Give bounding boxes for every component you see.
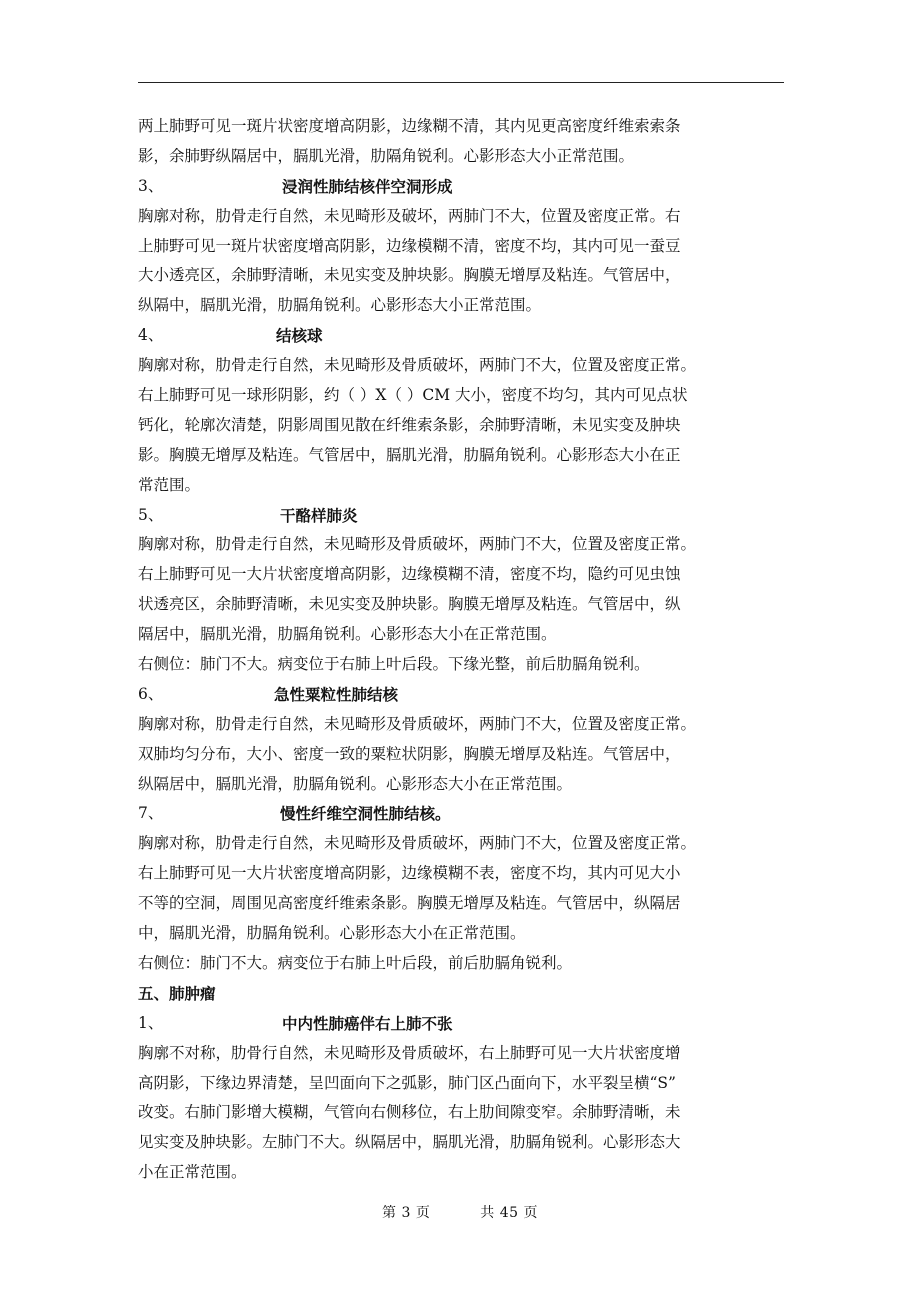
section-heading [138,501,788,531]
paragraph-line: 胸廓对称，肋骨走行自然，未见畸形及骨质破坏，两肺门不大，位置及密度正常。 [138,356,697,375]
heading-title: 中内性肺癌伴右上肺不张 [282,1013,453,1033]
page-number: 第 3 页 [382,1205,431,1221]
heading-number: 7、 [138,804,164,823]
paragraph-line: 胸廓对称，肋骨走行自然，未见畸形及骨质破坏，两肺门不大，位置及密度正常。 [138,714,697,733]
heading-title: 急性粟粒性肺结核 [274,684,399,704]
section-heading [138,680,788,710]
paragraph-line: 胸廓不对称，肋骨行自然，未见畸形及骨质破坏，右上肺野可见一大片状密度增 [138,1043,681,1062]
paragraph-line: 胸廓对称，肋骨走行自然，未见畸形及骨质破坏，两肺门不大，位置及密度正常。 [138,834,697,853]
heading-number: 4、 [138,326,164,345]
heading-title: 干酪样肺炎 [280,505,358,525]
paragraph-line: 右上肺野可见一大片状密度增高阴影，边缘模糊不表，密度不均，其内可见大小 [138,864,681,883]
paragraph-line: 中，膈肌光滑，肋膈角锐利。心影形态大小在正常范围。 [138,924,526,943]
paragraph-line: 右上肺野可见一球形阴影，约（ ）X（ ）CM 大小，密度不均匀，其内可见点状 [138,386,688,405]
heading-title: 浸润性肺结核伴空洞形成 [282,176,453,196]
paragraph-line: 上肺野可见一斑片状密度增高阴影，边缘模糊不清，密度不均，其内可见一蚕豆 [138,236,681,255]
paragraph-line: 影。胸膜无增厚及粘连。气管居中，膈肌光滑，肋膈角锐利。心影形态大小在正 [138,445,681,464]
chapter-heading: 五、肺肿瘤 [138,983,216,1003]
section-heading [138,799,788,829]
heading-title: 慢性纤维空洞性肺结核。 [280,804,451,824]
paragraph-line: 纵隔居中，膈肌光滑，肋膈角锐利。心影形态大小在正常范围。 [138,774,573,793]
paragraph-line: 见实变及肿块影。左肺门不大。纵隔居中，膈肌光滑，肋膈角锐利。心影形态大 [138,1133,681,1152]
page-total: 共 45 页 [480,1205,538,1221]
paragraph-line: 隔居中，膈肌光滑，肋膈角锐利。心影形态大小在正常范围。 [138,625,557,644]
document-body [138,112,788,1188]
paragraph-line: 钙化，轮廓次清楚，阴影周围见散在纤维索条影，余肺野清晰，未见实变及肿块 [138,415,681,434]
heading-number: 3、 [138,176,164,195]
paragraph-line: 状透亮区，余肺野清晰，未见实变及肿块影。胸膜无增厚及粘连。气管居中，纵 [138,595,681,614]
paragraph-line: 小在正常范围。 [138,1163,247,1182]
paragraph-line: 大小透亮区，余肺野清晰，未见实变及肿块影。胸膜无增厚及粘连。气管居中， [138,266,681,285]
paragraph-line: 右侧位：肺门不大。病变位于右肺上叶后段，前后肋膈角锐利。 [138,953,573,972]
paragraph-line: 胸廓对称，肋骨走行自然，未见畸形及骨质破坏，两肺门不大，位置及密度正常。 [138,535,697,554]
paragraph-line: 不等的空洞，周围见高密度纤维索条影。胸膜无增厚及粘连。气管居中，纵隔居 [138,894,681,913]
section-heading [138,321,788,351]
paragraph-line: 高阴影，下缘边界清楚，呈凹面向下之弧影，肺门区凸面向下，水平裂呈横“S” [138,1073,676,1092]
section-heading [138,1009,788,1039]
paragraph-line: 纵隔中，膈肌光滑，肋膈角锐利。心影形态大小正常范围。 [138,296,542,315]
paragraph-line: 常范围。 [138,475,201,494]
paragraph-line: 两上肺野可见一斑片状密度增高阴影，边缘糊不清，其内见更高密度纤维索索条 [138,117,681,135]
paragraph-line: 影，余肺野纵隔居中，膈肌光滑，肋隔角锐利。心影形态大小正常范围。 [138,146,635,165]
header-rule [138,82,784,83]
page-footer [0,1202,920,1222]
paragraph-line: 胸廓对称，肋骨走行自然，未见畸形及破坏，两肺门不大，位置及密度正常。右 [138,206,681,225]
heading-number: 6、 [138,684,164,703]
paragraph-line: 改变。右肺门影增大模糊，气管向右侧移位，右上肋间隙变窄。余肺野清晰，未 [138,1103,681,1122]
heading-title: 结核球 [276,326,323,346]
heading-number: 1、 [138,1013,164,1032]
heading-number: 5、 [138,505,164,524]
paragraph-line: 右上肺野可见一大片状密度增高阴影，边缘模糊不清，密度不均，隐约可见虫蚀 [138,565,681,584]
section-heading [138,172,788,202]
paragraph-line: 右侧位：肺门不大。病变位于右肺上叶后段。下缘光整，前后肋膈角锐利。 [138,655,650,674]
paragraph-line: 双肺均匀分布，大小、密度一致的粟粒状阴影，胸膜无增厚及粘连。气管居中， [138,744,681,763]
